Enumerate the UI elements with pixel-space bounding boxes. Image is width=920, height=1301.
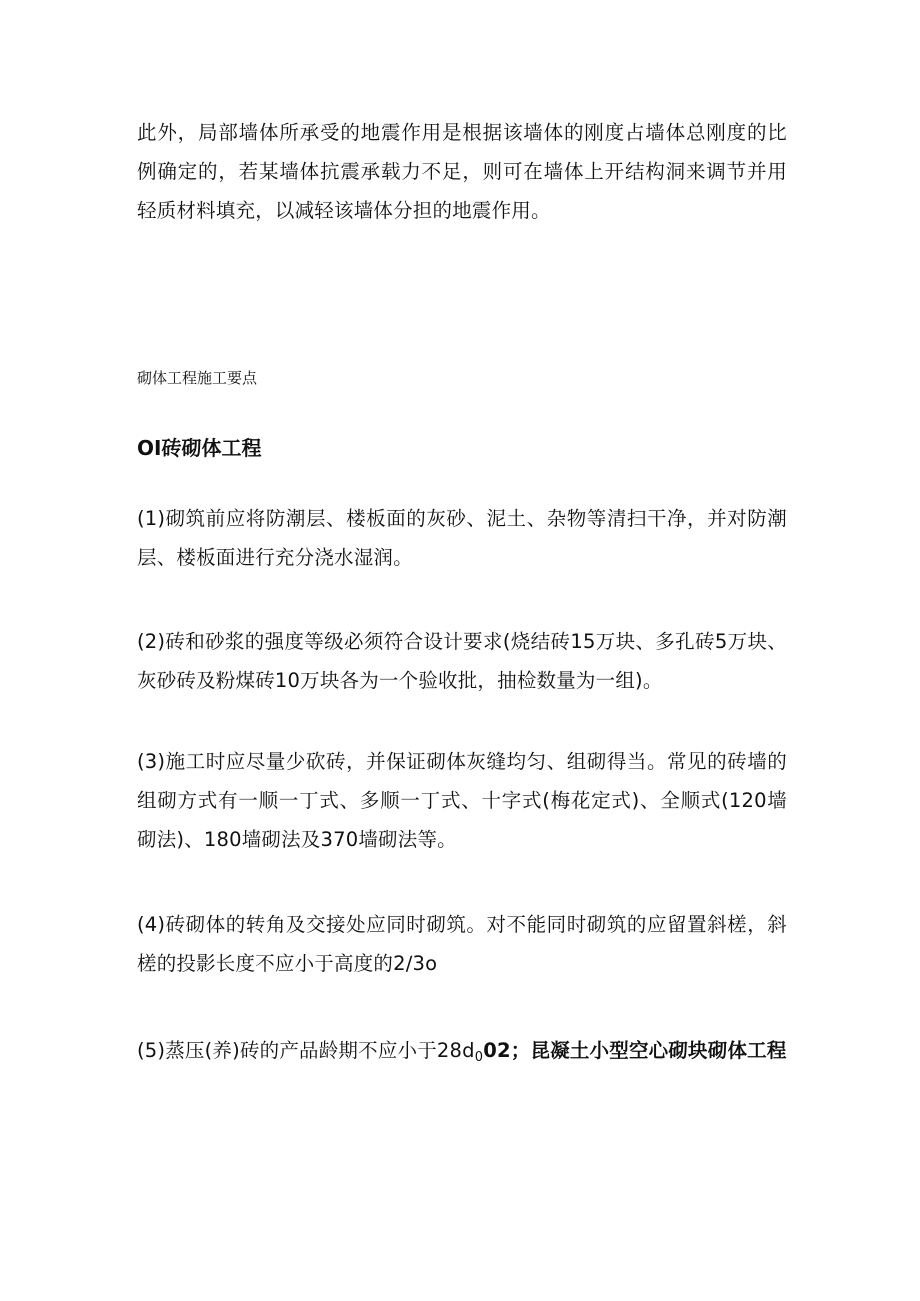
list-item-4: (4)砖砌体的转角及交接处应同时砌筑。对不能同时砌筑的应留置斜槎，斜槎的投影长度不应小于高度的2∕3o <box>137 913 787 975</box>
list-item-5 <box>137 1031 787 1077</box>
heading-brick-masonry: OI砖砌体工程 <box>137 436 262 460</box>
list-item-3: (3)施工时应尽量少砍砖，并保证砌体灰缝均匀、组砌得当。常见的砖墙的组砌方式有一顺一丁式、多顺一丁式、十字式(梅花定式)、全顺式(120墙砌法)、180墙砌法及370墙砌法等。 <box>137 750 787 851</box>
list-item-5-bold-heading: 02；昆凝土小型空心砌块砌体工程 <box>483 1039 787 1062</box>
list-item-5-subscript: 0 <box>474 1050 484 1065</box>
list-item-5-text: (5)蒸压(养)砖的产品龄期不应小于28d <box>137 1039 475 1062</box>
list-item-1: (1)砌筑前应将防潮层、楼板面的灰砂、泥土、杂物等清扫干净，并对防潮层、楼板面进行充分浇水湿润。 <box>137 507 787 569</box>
intro-paragraph: 此外，局部墙体所承受的地震作用是根据该墙体的刚度占墙体总刚度的比例确定的，若某墙体抗震承载力不足，则可在墙体上开结构洞来调节并用轻质材料填充，以减轻该墙体分担的地震作用。 <box>137 121 787 222</box>
list-item-2: (2)砖和砂浆的强度等级必须符合设计要求(烧结砖15万块、多孔砖5万块、灰砂砖及粉煤砖10万块各为一个验收批，抽检数量为一组)。 <box>137 630 787 692</box>
section-title: 砌体工程施工要点 <box>137 369 258 387</box>
